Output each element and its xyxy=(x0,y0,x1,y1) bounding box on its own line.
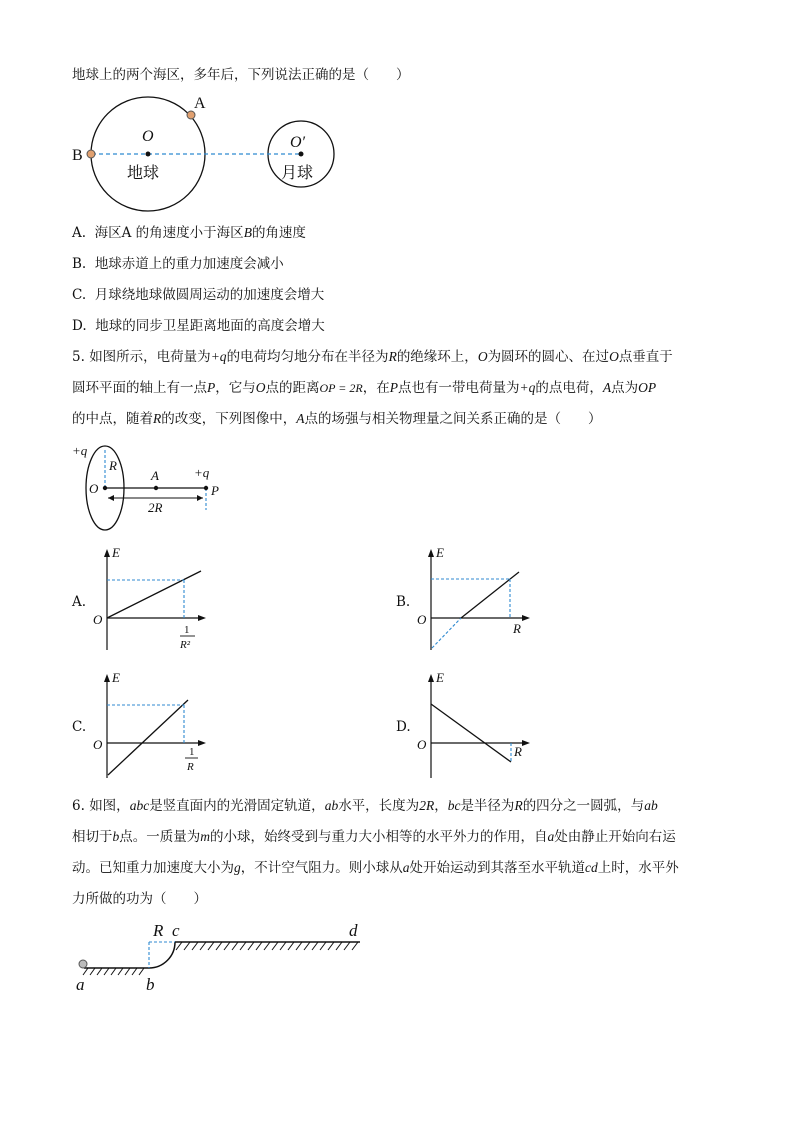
q5-ring-figure xyxy=(68,440,238,535)
graph-c-letter[interactable]: C. xyxy=(72,719,87,735)
graph-c[interactable] xyxy=(90,670,220,780)
q4-option-b[interactable]: B. 地球赤道上的重力加速度会减小 xyxy=(72,256,284,272)
svg-text:O: O xyxy=(417,737,427,752)
label-2r: 2R xyxy=(148,500,163,515)
svg-text:E: E xyxy=(112,545,120,560)
p-dot xyxy=(204,486,208,490)
point-b-dot xyxy=(87,150,95,158)
ab-hatching xyxy=(83,968,144,975)
label-r: R xyxy=(109,458,117,473)
svg-text:R²: R² xyxy=(180,639,191,651)
ball xyxy=(79,960,87,968)
o-dot xyxy=(103,486,107,490)
svg-text:E: E xyxy=(112,670,120,685)
q4-option-a[interactable]: A. 海区A 的角速度小于海区B的角速度 xyxy=(72,225,306,241)
label-o-prime: O′ xyxy=(290,134,306,151)
graph-a-line xyxy=(107,571,201,618)
graph-a-letter[interactable]: A. xyxy=(72,594,87,610)
graph-d[interactable] xyxy=(414,670,544,780)
graph-d-letter[interactable]: D. xyxy=(396,719,411,735)
q4-stem: 地球上的两个海区，多年后，下列说法正确的是（ ） xyxy=(72,67,410,83)
label-o: O xyxy=(142,128,154,145)
arc-bc xyxy=(149,942,175,968)
svg-text:1: 1 xyxy=(189,746,195,758)
graph-b-line-dashed xyxy=(432,618,461,648)
point-a-dot xyxy=(187,111,195,119)
graph-a[interactable] xyxy=(90,545,220,655)
svg-text:R: R xyxy=(513,621,521,636)
q6-line-2: 相切于b点。一质量为m的小球，始终受到与重力大小相等的水平外力的作用，自a处由静止开始向右运 xyxy=(72,829,676,845)
a-dot xyxy=(154,486,158,490)
earth-center-dot xyxy=(146,152,151,157)
q5-line-2: 圆环平面的轴上有一点P，它与O点的距离OP = 2R，在P点也有一带电荷量为+q的点电荷，A点为OP xyxy=(72,380,657,396)
svg-text:E: E xyxy=(436,670,444,685)
svg-text:d: d xyxy=(349,921,358,940)
label-o: O xyxy=(89,481,99,496)
q6-line-4: 力所做的功为（ ） xyxy=(72,891,207,907)
label-p: P xyxy=(211,483,219,498)
q4-option-d[interactable]: D. 地球的同步卫星距离地面的高度会增大 xyxy=(72,318,325,334)
q6-line-1: 6. 如图，abc是竖直面内的光滑固定轨道，ab水平，长度为2R，bc是半径为R的四分之一圆弧，与ab xyxy=(72,798,658,814)
label-q2: +q xyxy=(194,465,210,480)
label-moon: 月球 xyxy=(281,163,314,182)
graph-b-letter[interactable]: B. xyxy=(396,594,411,610)
graph-d-line xyxy=(431,704,511,762)
svg-text:O: O xyxy=(93,737,103,752)
graph-c-line xyxy=(108,700,188,775)
svg-text:b: b xyxy=(146,975,155,994)
svg-text:R: R xyxy=(153,921,164,940)
svg-text:1: 1 xyxy=(184,624,190,636)
label-earth: 地球 xyxy=(127,163,160,182)
label-a: A xyxy=(151,468,159,483)
q5-line-3: 的中点，随着R的改变，下列图像中，A点的场强与相关物理量之间关系正确的是（ ） xyxy=(72,411,602,427)
label-q1: +q xyxy=(72,443,88,458)
svg-text:R: R xyxy=(187,761,194,773)
svg-text:O: O xyxy=(417,612,427,627)
q4-option-c[interactable]: C. 月球绕地球做圆周运动的加速度会增大 xyxy=(72,287,325,303)
svg-text:R: R xyxy=(514,744,522,759)
svg-text:E: E xyxy=(436,545,444,560)
q4-earth-moon-figure xyxy=(68,92,348,212)
graph-b[interactable] xyxy=(414,545,544,655)
svg-text:O: O xyxy=(93,612,103,627)
svg-text:c: c xyxy=(172,921,180,940)
moon-center-dot xyxy=(299,152,304,157)
q6-track-figure xyxy=(70,918,370,998)
svg-text:a: a xyxy=(76,975,85,994)
q6-line-3: 动。已知重力加速度大小为g，不计空气阻力。则小球从a处开始运动到其落至水平轨道cd上时，水平外 xyxy=(72,860,679,876)
label-b: B xyxy=(72,147,83,164)
cd-hatching xyxy=(176,942,358,950)
label-a: A xyxy=(194,95,206,112)
q5-line-1: 5. 如图所示，电荷量为+q的电荷均匀地分布在半径为R的绝缘环上，O为圆环的圆心、在过O点垂直于 xyxy=(72,349,673,365)
